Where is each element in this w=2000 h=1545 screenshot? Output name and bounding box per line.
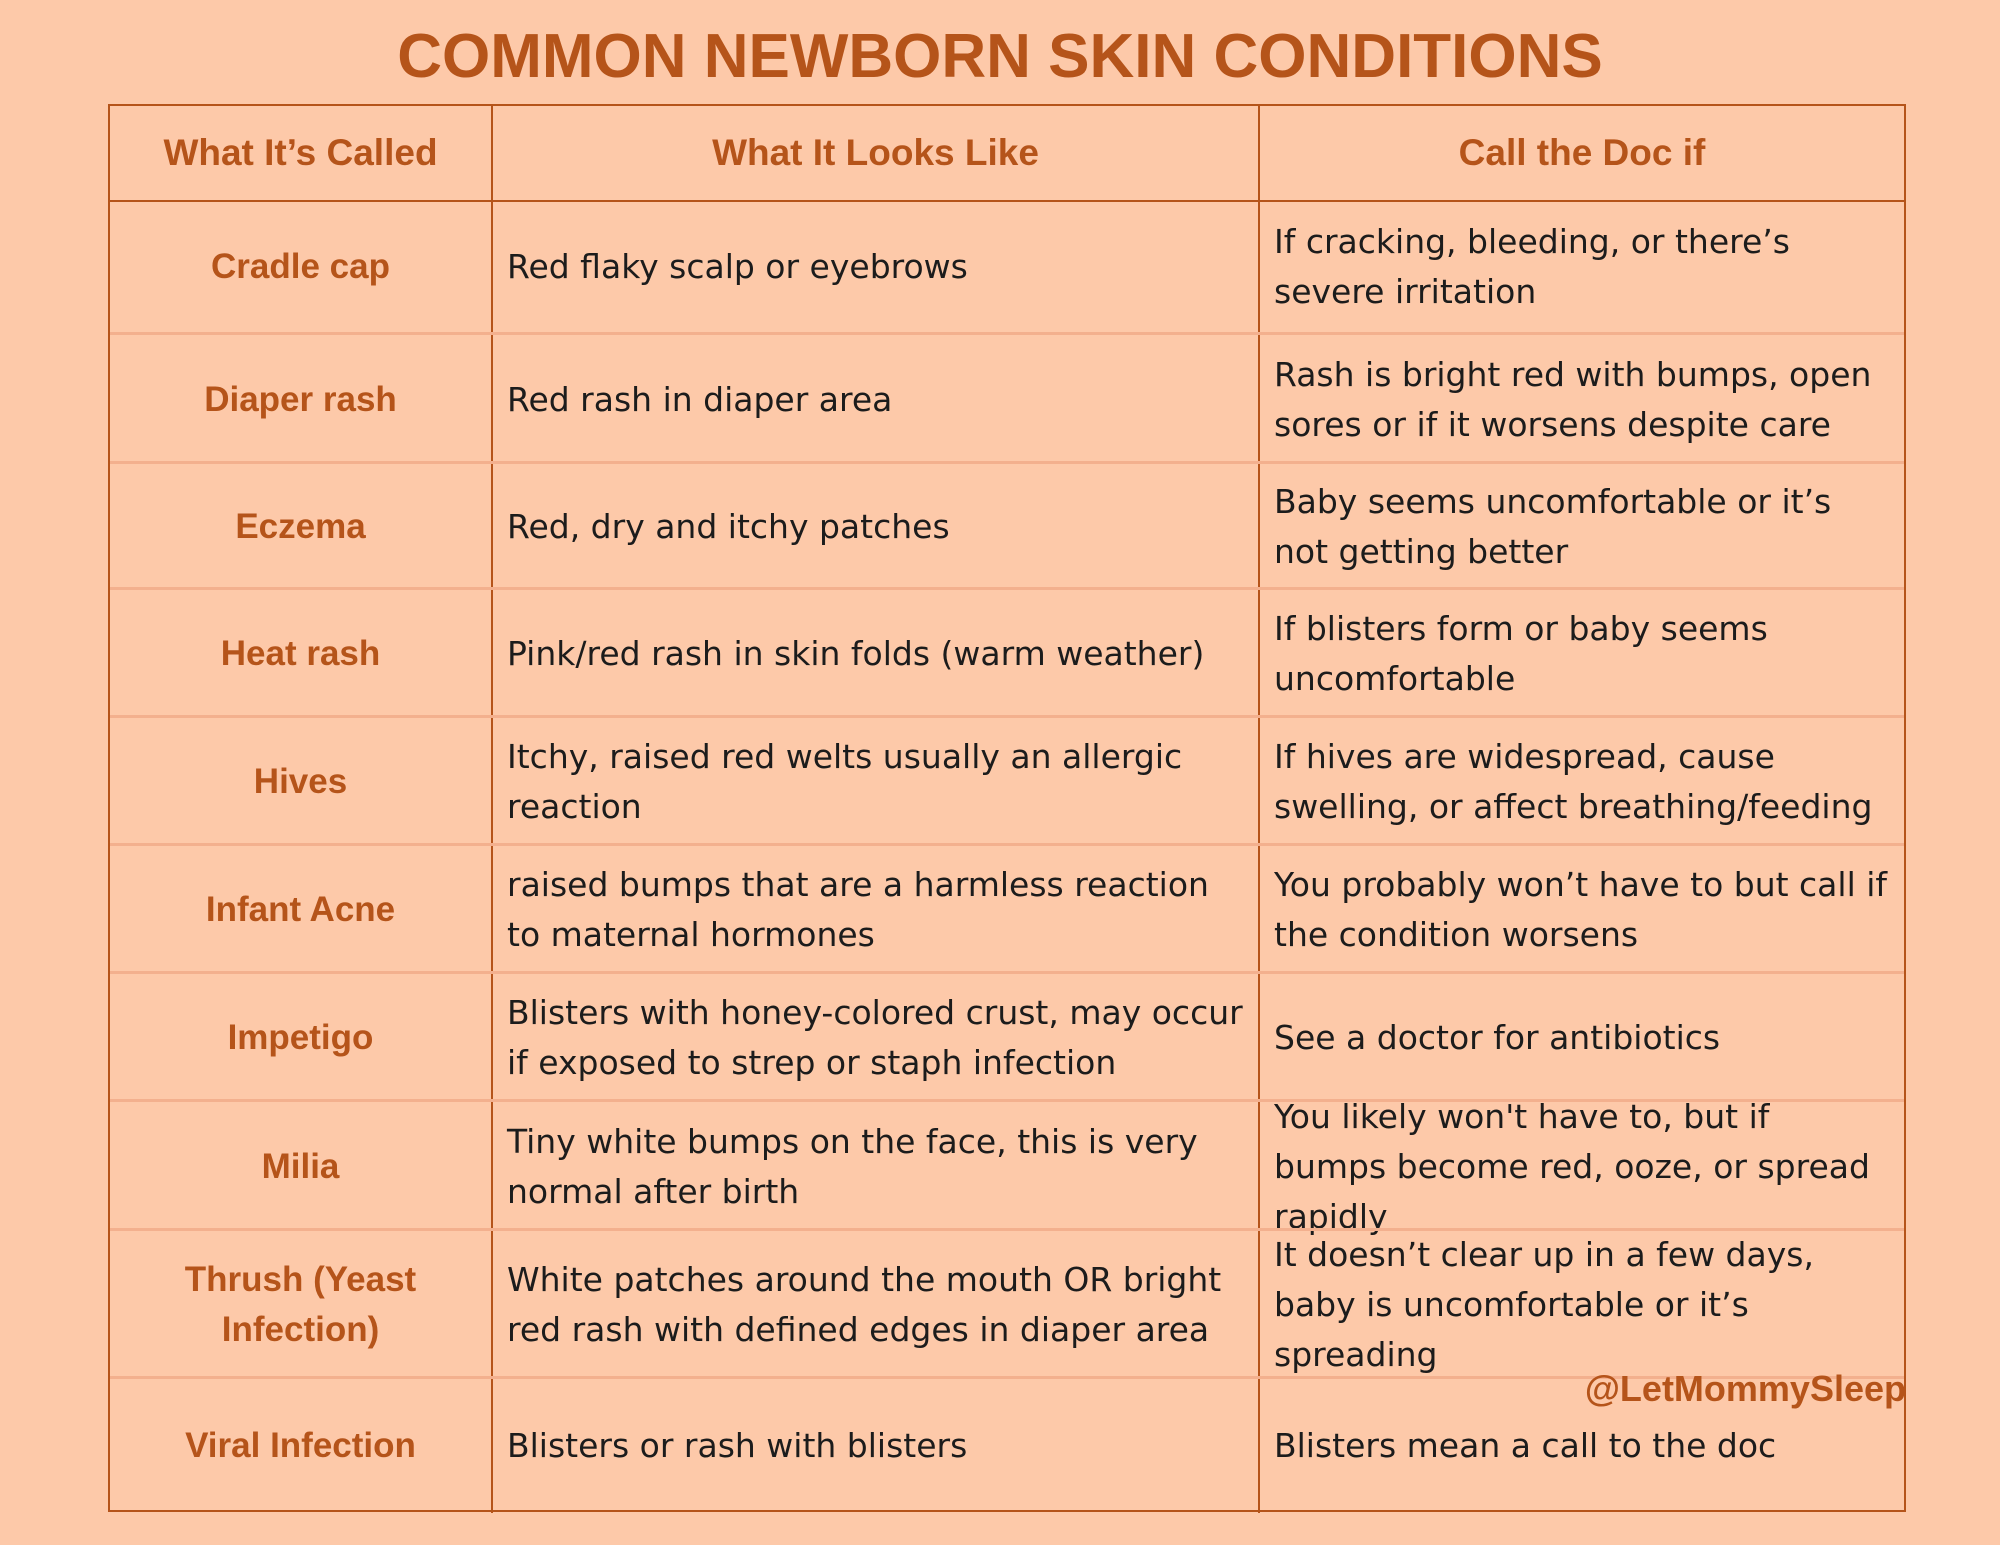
- condition-call-doc: It doesn’t clear up in a few days, baby is uncomfortable or it’s spreading: [1274, 1235, 1814, 1374]
- table-row: [110, 715, 1904, 846]
- condition-appearance: raised bumps that are a harmless reaction to maternal hormones: [493, 846, 1260, 974]
- condition-appearance: Red flaky scalp or eyebrows: [493, 202, 1260, 332]
- watermark-handle: @LetMommySleep: [1584, 1368, 1906, 1409]
- condition-call-doc: If blisters form or baby seems uncomfortable: [1274, 609, 1768, 698]
- condition-appearance: Pink/red rash in skin folds (warm weather): [493, 590, 1260, 718]
- condition-name: Viral Infection: [110, 1379, 493, 1513]
- condition-appearance: White patches around the mouth OR bright red rash with defined edges in diaper area: [493, 1231, 1260, 1379]
- condition-appearance: Red, dry and itchy patches: [493, 464, 1260, 590]
- condition-name: Diaper rash: [110, 335, 493, 464]
- condition-appearance: Blisters or rash with blisters: [493, 1379, 1260, 1513]
- condition-call-doc: You likely won't have to, but if bumps become red, ooze, or spread rapidly: [1274, 1096, 1870, 1236]
- page-title: COMMON NEWBORN SKIN CONDITIONS: [397, 22, 1603, 91]
- condition-appearance: Red rash in diaper area: [493, 335, 1260, 464]
- column-header-call: Call the Doc if: [1458, 132, 1706, 173]
- conditions-table: [108, 104, 1906, 1512]
- condition-appearance: Itchy, raised red welts usually an allergic reaction: [493, 718, 1260, 846]
- table-row: [110, 332, 1904, 464]
- table-header-row: [110, 106, 1904, 202]
- table-row: [110, 587, 1904, 718]
- column-header-name: What It’s Called: [110, 106, 493, 200]
- table-row: [110, 461, 1904, 590]
- condition-call-doc: Blisters mean a call to the doc: [1274, 1426, 1777, 1465]
- condition-call-doc: If cracking, bleeding, or there’s severe irritation: [1274, 222, 1790, 311]
- condition-call-doc: Rash is bright red with bumps, open sores or if it worsens despite care: [1274, 354, 1872, 444]
- condition-call-doc: If hives are widespread, cause swelling, or affect breathing/feeding: [1274, 737, 1873, 826]
- table-row: [110, 971, 1904, 1102]
- table-row: [110, 1228, 1904, 1379]
- condition-name: Infant Acne: [110, 846, 493, 974]
- condition-call-doc: You probably won’t have to but call if the condition worsens: [1274, 865, 1888, 954]
- table-row: [110, 843, 1904, 974]
- condition-name: Hives: [110, 718, 493, 846]
- table-row: [110, 202, 1904, 332]
- condition-appearance: Blisters with honey-colored crust, may occur if exposed to strep or staph infection: [493, 974, 1260, 1102]
- condition-name: Heat rash: [110, 590, 493, 718]
- column-header-looks: What It Looks Like: [493, 106, 1260, 200]
- condition-call-doc: Baby seems uncomfortable or it’s not getting better: [1274, 482, 1832, 571]
- table-row: [110, 1096, 1904, 1236]
- condition-call-doc: See a doctor for antibiotics: [1274, 1018, 1721, 1057]
- condition-name: Milia: [110, 1102, 493, 1231]
- condition-name: Eczema: [110, 464, 493, 590]
- condition-name: Cradle cap: [110, 202, 493, 332]
- condition-name: Impetigo: [110, 974, 493, 1102]
- condition-name: Thrush (Yeast Infection): [110, 1231, 493, 1379]
- condition-appearance: Tiny white bumps on the face, this is very normal after birth: [493, 1102, 1260, 1231]
